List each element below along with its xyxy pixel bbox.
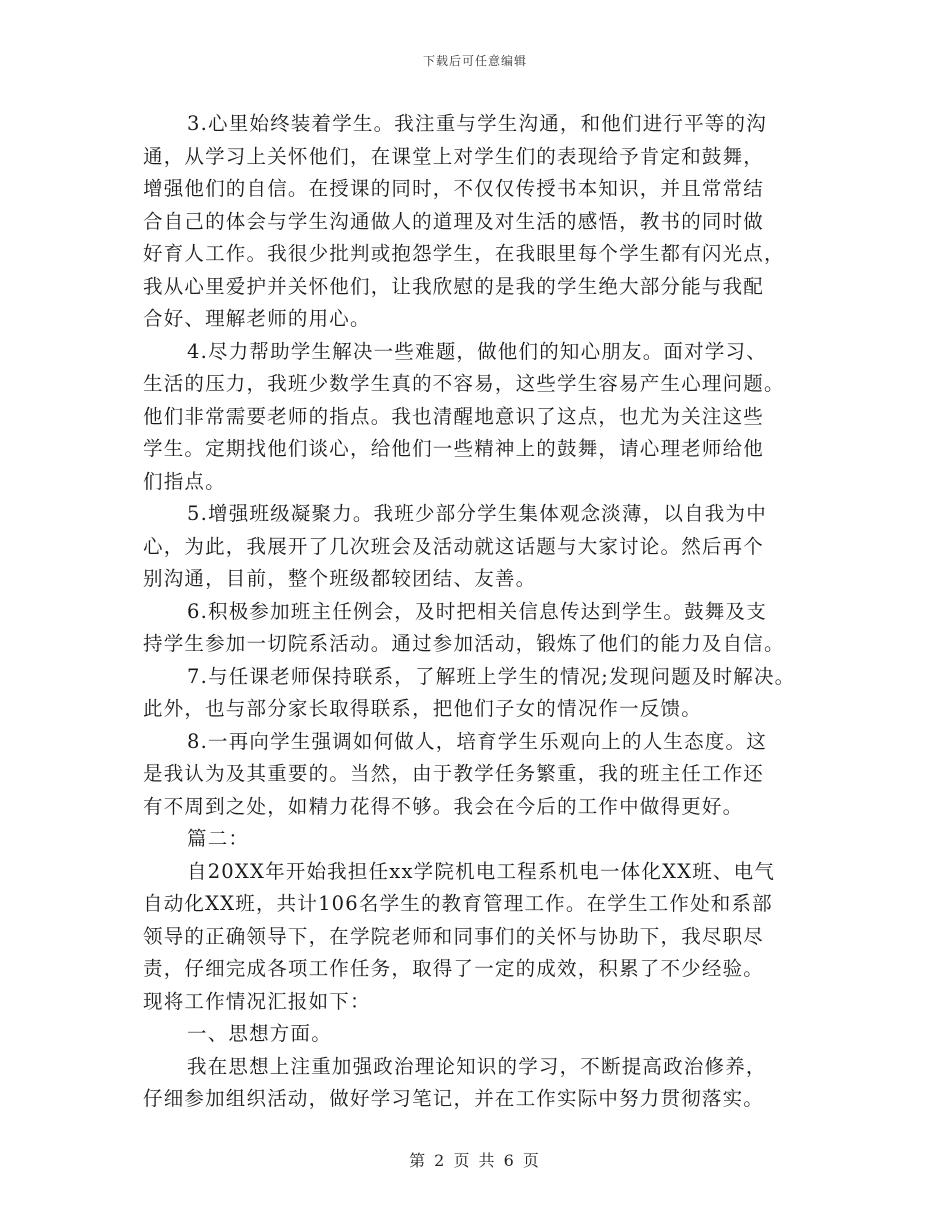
document-body (143, 108, 833, 1116)
body-text-line: 8.一再向学生强调如何做人，培育学生乐观向上的人生态度。这 (187, 729, 767, 753)
body-text-line: 5.增强班级凝聚力。我班少部分学生集体观念淡薄，以自我为中 (187, 502, 767, 525)
body-text-line: 他们非常需要老师的指点。我也清醒地意识了这点，也尤为关注这些 (143, 404, 765, 428)
body-text-line: 自动化XX班，共计106名学生的教育管理工作。在学生工作处和系部 (143, 892, 773, 915)
body-text-line: 篇二： (187, 827, 250, 850)
body-text-line: 3.心里始终装着学生。我注重与学生沟通，和他们进行平等的沟 (187, 112, 767, 135)
body-text-line: 好育人工作。我很少批判或抱怨学生，在我眼里每个学生都有闪光点， (143, 242, 785, 265)
body-text-line: 此外，也与部分家长取得联系，把他们子女的情况作一反馈。 (143, 697, 702, 720)
body-text-line: 生活的压力，我班少数学生真的不容易，这些学生容易产生心理问题。 (143, 372, 785, 395)
body-text-line: 们指点。 (143, 469, 226, 493)
body-text-line: 别沟通，目前，整个班级都较团结、友善。 (143, 567, 537, 590)
body-text-line: 一、思想方面。 (187, 1022, 332, 1045)
body-text-line: 增强他们的自信。在授课的同时，不仅仅传授书本知识，并且常常结 (143, 177, 765, 200)
body-text-line: 我从心里爱护并关怀他们，让我欣慰的是我的学生绝大部分能与我配 (143, 274, 765, 298)
body-text-line: 有不周到之处，如精力花得不够。我会在今后的工作中做得更好。 (143, 794, 744, 818)
page-footer: 第 2 页 共 6 页 (409, 1151, 541, 1170)
body-text-line: 学生。定期找他们谈心，给他们一些精神上的鼓舞，请心理老师给他 (143, 437, 765, 460)
page-header: 下载后可任意编辑 (422, 54, 527, 68)
body-text-line: 仔细参加组织活动，做好学习笔记，并在工作实际中努力贯彻落实。 (143, 1087, 765, 1110)
body-text-line: 合自己的体会与学生沟通做人的道理及对生活的感悟，教书的同时做 (143, 209, 765, 233)
body-text-line: 合好、理解老师的用心。 (143, 307, 371, 330)
body-text-line: 是我认为及其重要的。当然，由于教学任务繁重，我的班主任工作还 (143, 762, 765, 785)
body-text-line: 领导的正确领导下，在学院老师和同事们的关怀与协助下，我尽职尽 (143, 924, 765, 948)
body-text-line: 7.与任课老师保持联系，了解班上学生的情况;发现问题及时解决。 (187, 664, 796, 688)
body-text-line: 6.积极参加班主任例会，及时把相关信息传达到学生。鼓舞及支 (187, 599, 767, 623)
body-text-line: 心，为此，我展开了几次班会及活动就这话题与大家讨论。然后再个 (143, 534, 765, 558)
body-text-line: 通，从学习上关怀他们，在课堂上对学生们的表现给予肯定和鼓舞， (143, 144, 765, 168)
body-text-line: 持学生参加一切院系活动。通过参加活动，锻炼了他们的能力及自信。 (143, 632, 785, 655)
body-text-line: 4.尽力帮助学生解决一些难题，做他们的知心朋友。面对学习、 (187, 339, 767, 363)
body-text-line: 责，仔细完成各项工作任务，取得了一定的成效，积累了不少经验。 (143, 957, 765, 980)
body-text-line: 现将工作情况汇报如下： (143, 989, 371, 1013)
body-text-line: 自20XX年开始我担任xx学院机电工程系机电一体化XX班、电气 (187, 859, 776, 883)
body-text-line: 我在思想上注重加强政治理论知识的学习，不断提高政治修养， (187, 1054, 767, 1078)
